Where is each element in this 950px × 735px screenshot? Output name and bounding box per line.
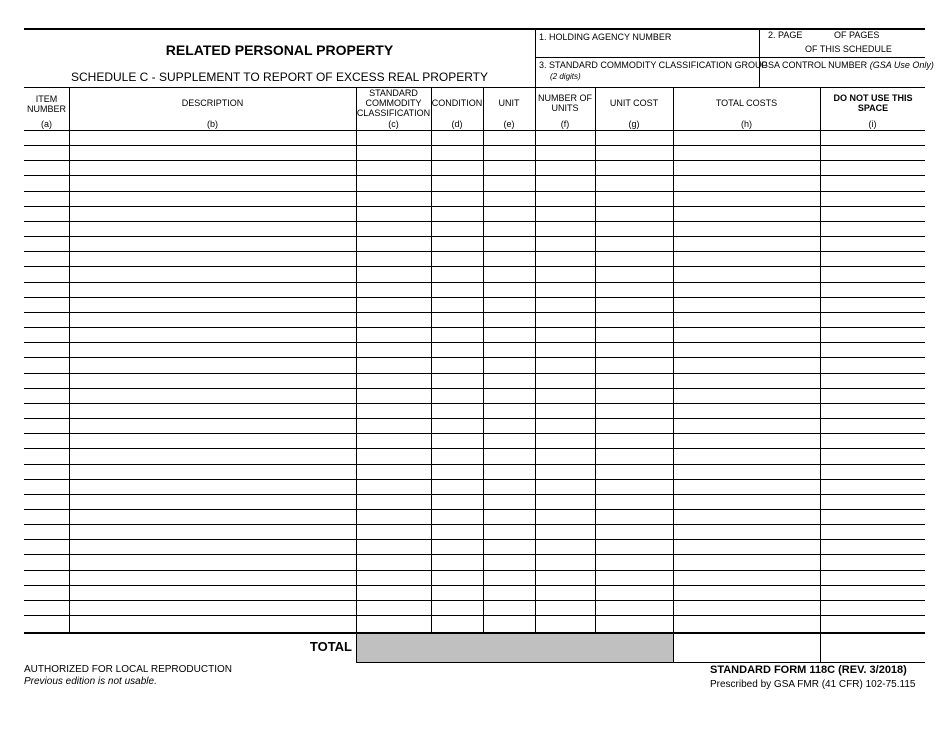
table-row[interactable] [24,206,925,207]
form-title: RELATED PERSONAL PROPERTY [165,42,394,58]
page-number-field[interactable] [760,29,925,57]
table-row[interactable] [24,191,925,192]
table-row[interactable] [24,388,925,389]
column-divider [356,87,357,663]
column-letter-h: (h) [741,119,752,129]
table-row[interactable] [24,570,925,571]
gsa-control-label: GSA CONTROL NUMBER [761,60,868,70]
column-letter-c: (c) [388,119,399,129]
table-row[interactable] [24,266,925,267]
commodity-group-sub: (2 digits) [550,72,581,81]
table-top-border [24,87,925,88]
column-letter-f: (f) [560,119,570,129]
table-row[interactable] [24,479,925,480]
table-row[interactable] [24,312,925,313]
total-shaded-area [357,634,673,662]
table-row[interactable] [24,221,925,222]
table-row[interactable] [24,433,925,434]
table-row[interactable] [24,464,925,465]
column-letter-e: (e) [503,119,515,129]
footer-form-number: STANDARD FORM 118C (REV. 3/2018) [710,664,907,676]
table-row[interactable] [24,145,925,146]
holding-agency-number-field[interactable] [536,29,759,57]
column-divider [535,87,536,633]
table-row[interactable] [24,600,925,601]
total-label: TOTAL [309,639,352,654]
gsa-control-note: (GSA Use Only) [869,60,934,70]
column-header-commodity-classification: STANDARD COMMODITY CLASSIFICATION [356,88,431,118]
column-divider [69,87,70,633]
total-row-bottom-border [356,662,925,663]
column-header-do-not-use: DO NOT USE THIS SPACE [833,93,913,113]
column-letter-b: (b) [207,119,218,129]
table-row[interactable] [24,615,925,616]
table-row[interactable] [24,327,925,328]
column-divider [820,87,821,663]
table-row[interactable] [24,175,925,176]
column-letter-a: (a) [41,119,52,129]
column-divider [431,87,432,633]
column-divider [595,87,596,633]
table-row[interactable] [24,418,925,419]
table-row[interactable] [24,554,925,555]
table-row[interactable] [24,357,925,358]
column-header-item-number: ITEM NUMBER [26,94,66,114]
column-header-unit: UNIT [498,98,520,108]
table-row[interactable] [24,342,925,343]
column-header-total-costs: TOTAL COSTS [715,98,778,108]
table-row[interactable] [24,130,925,131]
column-header-number-of-units: NUMBER OF UNITS [538,93,592,113]
table-row[interactable] [24,297,925,298]
table-row[interactable] [24,494,925,495]
column-header-unit-cost: UNIT COST [609,98,659,108]
table-row[interactable] [24,160,925,161]
table-row[interactable] [24,585,925,586]
column-letter-i: (i) [868,119,877,129]
table-row[interactable] [24,403,925,404]
total-costs-input[interactable] [674,634,820,662]
footer-authorized: AUTHORIZED FOR LOCAL REPRODUCTION [24,664,232,675]
table-row[interactable] [24,282,925,283]
of-this-schedule-label: OF THIS SCHEDULE [805,44,892,54]
column-header-description: DESCRIPTION [181,98,244,108]
form-subtitle: SCHEDULE C - SUPPLEMENT TO REPORT OF EXCESS REAL PROPERTY [71,70,488,84]
column-header-condition: CONDITION [431,98,483,108]
commodity-group-field[interactable] [536,58,768,87]
table-row[interactable] [24,373,925,374]
table-row[interactable] [24,448,925,449]
column-divider [483,87,484,633]
table-row[interactable] [24,539,925,540]
gsa-control-number-field[interactable] [760,58,934,87]
commodity-group-label: 3. STANDARD COMMODITY CLASSIFICATION GROUP [539,60,768,70]
page-label: 2. PAGE [768,30,803,40]
column-letter-d: (d) [451,119,463,129]
column-letter-g: (g) [628,119,640,129]
holding-agency-number-label: 1. HOLDING AGENCY NUMBER [539,32,672,42]
table-row[interactable] [24,236,925,237]
table-row[interactable] [24,524,925,525]
table-row[interactable] [24,509,925,510]
table-row[interactable] [24,251,925,252]
of-pages-label: OF PAGES [834,30,880,40]
footer-prescribed-by: Prescribed by GSA FMR (41 CFR) 102-75.115 [710,679,916,690]
column-divider [673,87,674,663]
footer-previous-edition: Previous edition is not usable. [24,676,157,687]
